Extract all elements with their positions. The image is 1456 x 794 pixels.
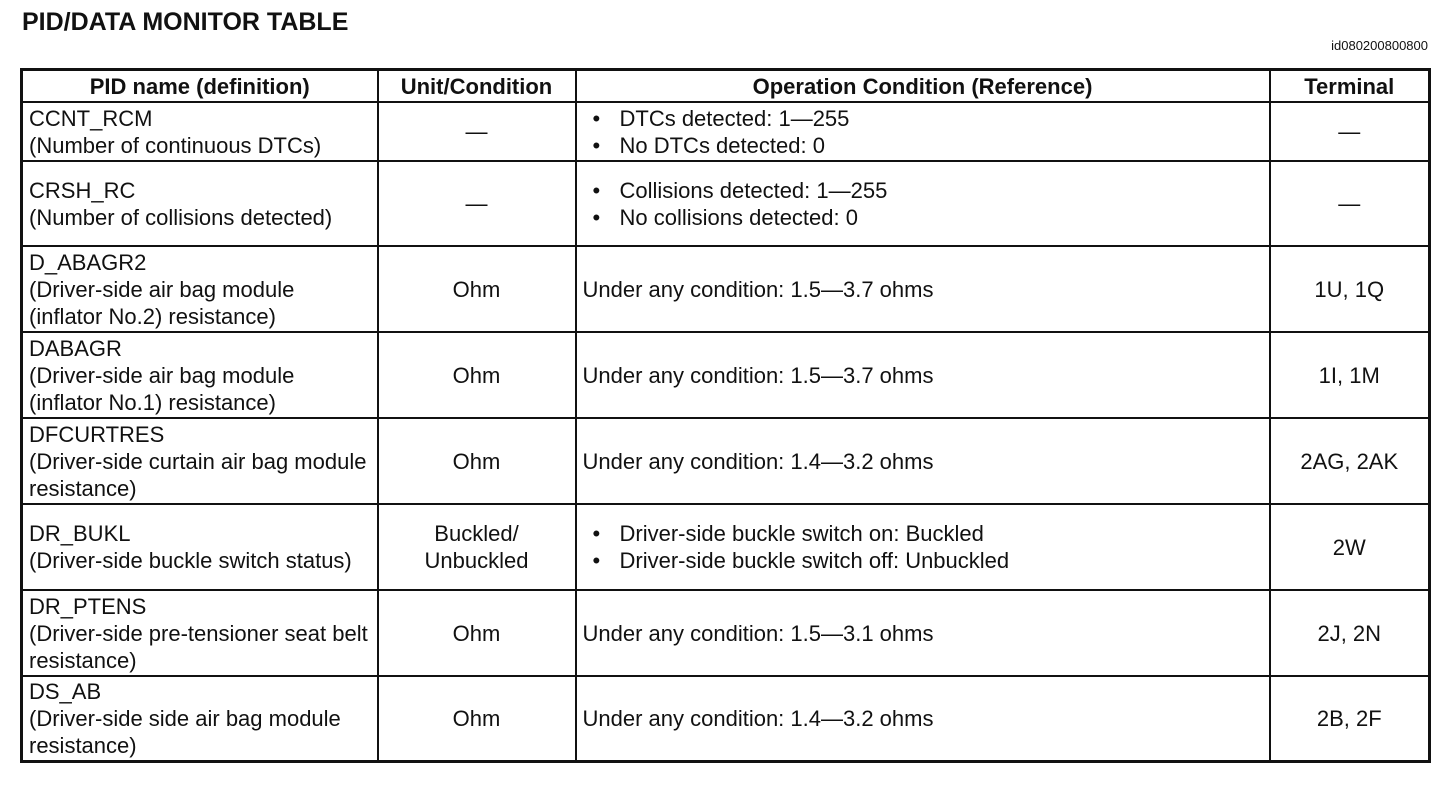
pid-cell	[22, 332, 378, 418]
pid-name: DR_PTENS	[29, 593, 147, 619]
unit-cell: Ohm	[378, 418, 576, 504]
operation-cell: Under any condition: 1.5—3.1 ohms	[576, 590, 1270, 676]
pid-monitor-table	[20, 68, 1431, 763]
operation-cell	[576, 504, 1270, 590]
pid-cell	[22, 590, 378, 676]
pid-cell	[22, 246, 378, 332]
header-terminal: Terminal	[1270, 70, 1430, 103]
document-id: id080200800800	[1331, 38, 1428, 53]
pid-name: DFCURTRES	[29, 421, 165, 447]
terminal-cell: 1U, 1Q	[1270, 246, 1430, 332]
pid-name: DR_BUKL	[29, 521, 131, 546]
pid-name: DS_AB	[29, 679, 102, 704]
pid-definition: (Driver-side air bag module (inflator No.1) resistance)	[29, 362, 295, 415]
operation-item: • No collisions detected: 0	[583, 204, 1263, 231]
pid-cell	[22, 102, 378, 161]
pid-cell	[22, 504, 378, 590]
terminal-cell: 2W	[1270, 504, 1430, 590]
table-row	[22, 246, 1430, 332]
header-pid-name: PID name (definition)	[22, 70, 378, 103]
table-header-row	[22, 70, 1430, 103]
unit-cell: Ohm	[378, 676, 576, 762]
unit-cell: —	[378, 102, 576, 161]
terminal-cell: 2AG, 2AK	[1270, 418, 1430, 504]
pid-definition: (Driver-side air bag module (inflator No.2) resistance)	[29, 276, 295, 329]
terminal-cell: 2J, 2N	[1270, 590, 1430, 676]
operation-item: • Driver-side buckle switch off: Unbuckled	[583, 547, 1263, 574]
table-row	[22, 102, 1430, 161]
unit-cell: Ohm	[378, 246, 576, 332]
operation-list	[583, 177, 1263, 231]
table-row	[22, 161, 1430, 246]
unit-cell: Buckled/ Unbuckled	[378, 504, 576, 590]
operation-list	[583, 520, 1263, 574]
operation-item: • DTCs detected: 1—255	[583, 105, 1263, 132]
operation-cell: Under any condition: 1.4—3.2 ohms	[576, 418, 1270, 504]
terminal-cell: —	[1270, 102, 1430, 161]
table-row	[22, 504, 1430, 590]
pid-definition: (Driver-side buckle switch status)	[29, 548, 352, 573]
operation-cell: Under any condition: 1.5—3.7 ohms	[576, 246, 1270, 332]
pid-name: CCNT_RCM	[29, 105, 153, 131]
operation-cell: Under any condition: 1.5—3.7 ohms	[576, 332, 1270, 418]
pid-name: CRSH_RC	[29, 177, 136, 203]
pid-definition: (Driver-side pre-tensioner seat belt resistance)	[29, 620, 368, 673]
pid-name: D_ABAGR2	[29, 249, 147, 275]
header-operation-condition: Operation Condition (Reference)	[576, 70, 1270, 103]
unit-cell: —	[378, 161, 576, 246]
operation-item: • No DTCs detected: 0	[583, 132, 1263, 159]
operation-item: • Collisions detected: 1—255	[583, 177, 1263, 204]
operation-cell: Under any condition: 1.4—3.2 ohms	[576, 676, 1270, 762]
pid-cell	[22, 676, 378, 762]
terminal-cell: 1I, 1M	[1270, 332, 1430, 418]
unit-cell: Ohm	[378, 332, 576, 418]
pid-definition: (Number of collisions detected)	[29, 204, 333, 230]
pid-definition: (Driver-side curtain air bag module resistance)	[29, 448, 367, 501]
terminal-cell: —	[1270, 161, 1430, 246]
operation-cell	[576, 161, 1270, 246]
table-row	[22, 590, 1430, 676]
operation-list	[583, 105, 1263, 159]
table-row	[22, 332, 1430, 418]
pid-cell	[22, 418, 378, 504]
pid-definition: (Number of continuous DTCs)	[29, 132, 322, 158]
operation-item: • Driver-side buckle switch on: Buckled	[583, 520, 1263, 547]
table-row	[22, 676, 1430, 762]
pid-name: DABAGR	[29, 335, 122, 361]
page-title: PID/DATA MONITOR TABLE	[22, 8, 349, 36]
terminal-cell: 2B, 2F	[1270, 676, 1430, 762]
header-unit-condition: Unit/Condition	[378, 70, 576, 103]
unit-cell: Ohm	[378, 590, 576, 676]
pid-definition: (Driver-side side air bag module resistance)	[29, 706, 341, 758]
operation-cell	[576, 102, 1270, 161]
pid-cell	[22, 161, 378, 246]
table-row	[22, 418, 1430, 504]
